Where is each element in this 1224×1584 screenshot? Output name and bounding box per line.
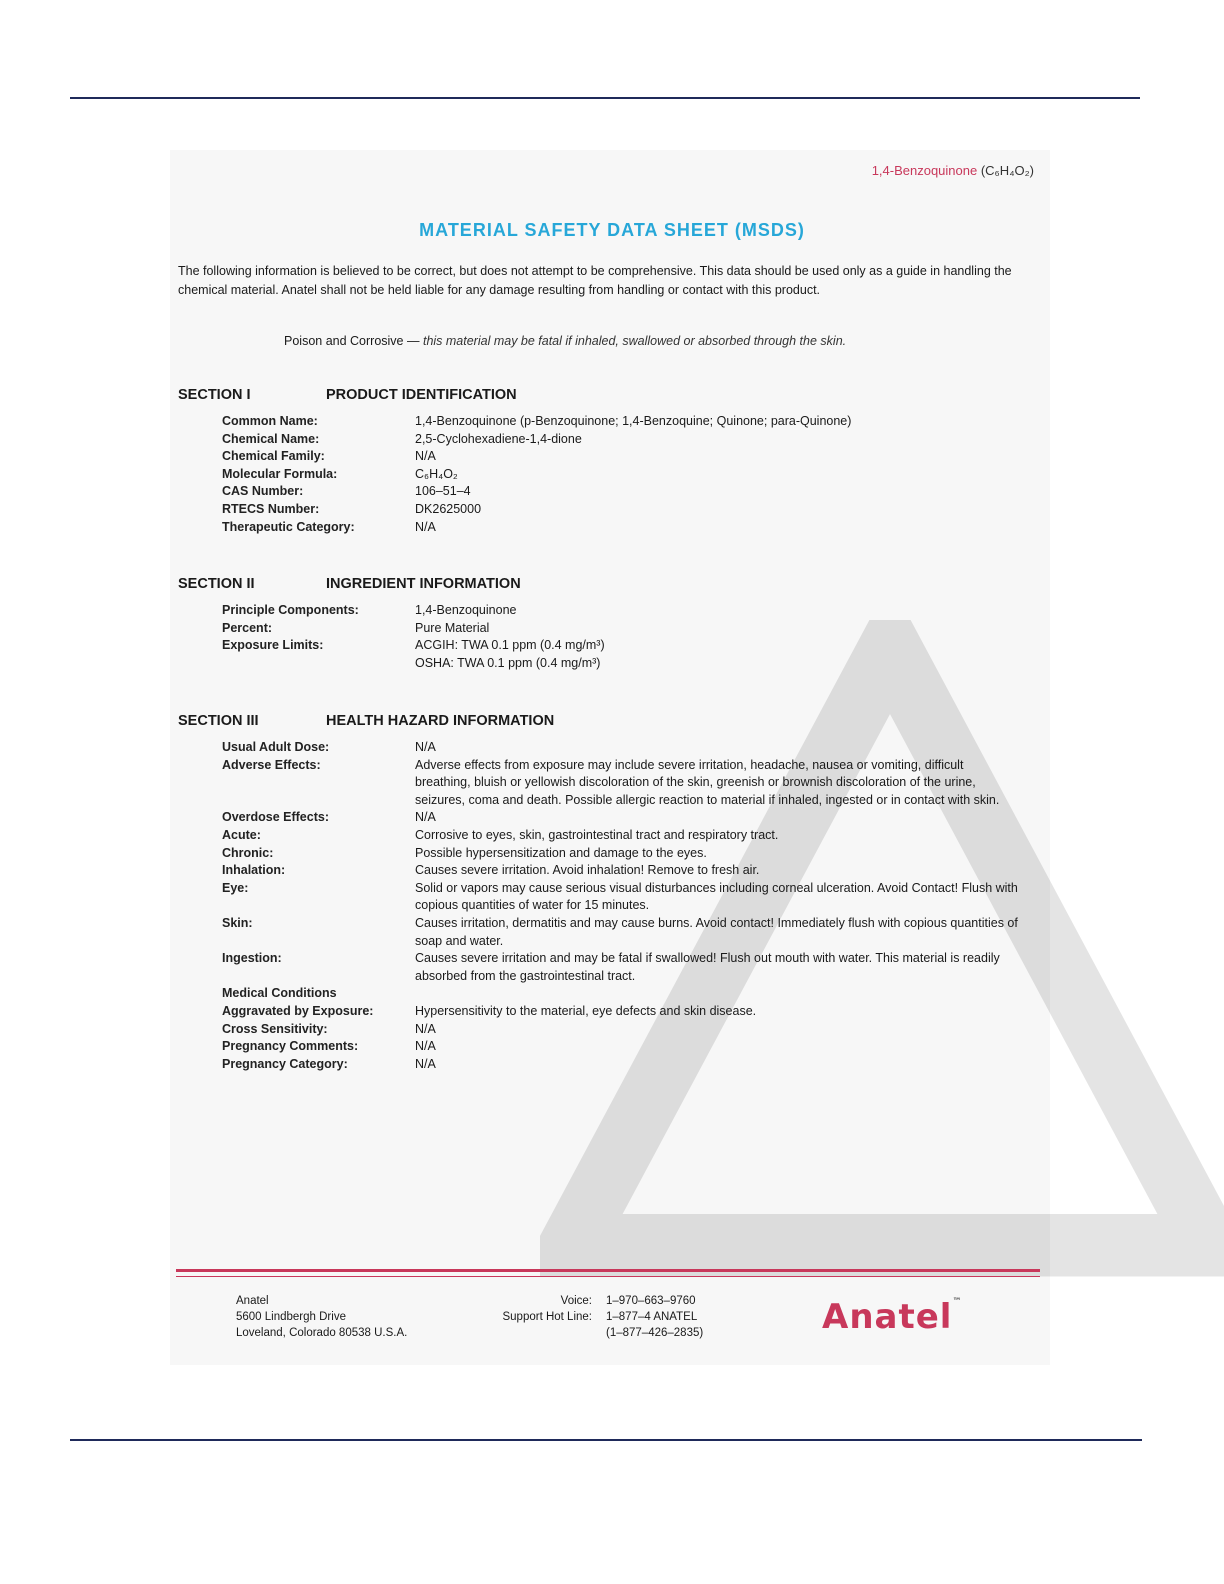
field-value: N/A [415, 810, 436, 825]
field-label: Chemical Name: [222, 431, 320, 446]
field-label: Adverse Effects: [222, 757, 321, 772]
field-row [222, 862, 1020, 880]
bottom-rule [70, 1439, 1142, 1441]
field-label: Overdose Effects: [222, 810, 329, 825]
field-row [222, 620, 1020, 638]
logo-text: Anatel [822, 1297, 953, 1337]
hotline-alt-row [460, 1325, 703, 1341]
warning-text: this material may be fatal if inhaled, swallowed or absorbed through the skin. [422, 334, 847, 348]
field-row [222, 1003, 1020, 1021]
field-row [222, 501, 1020, 519]
section-title: INGREDIENT INFORMATION [326, 576, 521, 592]
company-address [236, 1293, 407, 1341]
section-number: SECTION III [178, 713, 259, 729]
field-label: Medical Conditions [222, 986, 337, 1001]
field-row [222, 1021, 1020, 1039]
contact-info [460, 1293, 703, 1341]
field-label: Aggravated by Exposure: [222, 1003, 374, 1018]
field-value: Causes severe irritation and may be fatal if swallowed! Flush out mouth with water. This material is readily absorbed from the gastrointestinal tract. [415, 951, 1000, 983]
section-title: HEALTH HAZARD INFORMATION [326, 713, 555, 729]
field-value: N/A [415, 1056, 436, 1071]
field-value: Causes severe irritation. Avoid inhalation! Remove to fresh air. [415, 863, 760, 878]
field-row [222, 602, 1020, 620]
company-name: Anatel [236, 1295, 269, 1307]
field-label: Therapeutic Category: [222, 519, 355, 534]
section-1-heading [178, 387, 517, 403]
field-label: Chronic: [222, 845, 274, 860]
field-value: 1,4-Benzoquinone (p-Benzoquinone; 1,4-Benzoquine; Quinone; para-Quinone) [415, 414, 852, 428]
section-2-heading [178, 576, 521, 592]
field-label [222, 655, 415, 673]
field-value: ACGIH: TWA 0.1 ppm (0.4 mg/m³) [415, 638, 605, 653]
hazard-warning [284, 334, 846, 348]
field-value: Causes irritation, dermatitis and may cause burns. Avoid contact! Immediately flush with copious quantities of soap and water. [415, 915, 1018, 948]
field-row [222, 809, 1020, 827]
field-row [222, 655, 1020, 673]
field-value: DK2625000 [415, 501, 482, 516]
field-value: Adverse effects from exposure may include severe irritation, headache, nausea or vomiting, difficult breathing, bluish or yellowish discoloration of the skin, greenish or brownish discoloration of the urine, seizures, coma and death. Possible allergic reaction to material if inhaled, ingested or in contact with skin. [415, 757, 1000, 807]
field-label: Inhalation: [222, 863, 286, 878]
field-label: Principle Components: [222, 603, 359, 617]
field-row [222, 431, 1020, 449]
field-row [222, 845, 1020, 863]
field-value: N/A [415, 740, 436, 754]
field-row [222, 519, 1020, 537]
field-value: Solid or vapors may cause serious visual disturbances including corneal ulceration. Avoid Contact! Flush with copious quantities of water for 15 minutes. [415, 880, 1018, 913]
field-label: Pregnancy Category: [222, 1056, 348, 1071]
footer-rule-thin [176, 1276, 1040, 1277]
field-row [222, 637, 1020, 655]
field-row [222, 413, 1020, 431]
section-title: PRODUCT IDENTIFICATION [326, 387, 517, 403]
field-label: Pregnancy Comments: [222, 1039, 359, 1054]
document-title: MATERIAL SAFETY DATA SHEET (MSDS) [419, 220, 805, 240]
field-row [222, 739, 1020, 757]
field-row [222, 483, 1020, 501]
field-row [222, 880, 1020, 915]
field-label: CAS Number: [222, 484, 304, 499]
field-value: OSHA: TWA 0.1 ppm (0.4 mg/m³) [415, 655, 601, 670]
field-value: Pure Material [415, 620, 490, 635]
field-value: 106–51–4 [415, 484, 471, 499]
field-value: N/A [415, 519, 436, 534]
field-value: Corrosive to eyes, skin, gastrointestinal tract and respiratory tract. [415, 827, 779, 842]
field-label: Usual Adult Dose: [222, 740, 330, 754]
warning-label: Poison and Corrosive — [284, 334, 420, 348]
field-row [222, 757, 1020, 810]
field-value: 2,5-Cyclohexadiene-1,4-dione [415, 431, 582, 446]
section-1-rows [222, 413, 1020, 536]
field-value [415, 985, 1020, 1003]
voice-label: Voice: [560, 1295, 592, 1307]
hotline-alt-number: (1–877–426–2835) [606, 1327, 704, 1339]
header-product [872, 163, 1034, 178]
voice-row [460, 1293, 703, 1309]
address-line-1: 5600 Lindbergh Drive [236, 1311, 346, 1323]
header-product-name: 1,4-Benzoquinone [871, 163, 978, 178]
field-value: Hypersensitivity to the material, eye defects and skin disease. [415, 1003, 757, 1018]
field-value: N/A [415, 1021, 436, 1036]
field-row [222, 985, 1020, 1003]
section-3-heading [178, 713, 554, 729]
field-value: Possible hypersensitization and damage to the eyes. [415, 845, 707, 860]
field-label: RTECS Number: [222, 501, 320, 516]
field-value: C₆H₄O₂ [415, 466, 458, 481]
field-label: Ingestion: [222, 951, 282, 966]
field-label: Cross Sensitivity: [222, 1021, 328, 1036]
header-product-formula: (C₆H₄O₂) [980, 163, 1034, 178]
field-label: Skin: [222, 915, 253, 930]
field-label: Common Name: [222, 414, 318, 428]
section-number: SECTION I [178, 387, 251, 403]
field-label: Eye: [222, 880, 249, 895]
voice-number: 1–970–663–9760 [606, 1295, 696, 1307]
field-row [222, 466, 1020, 484]
field-row [222, 1038, 1020, 1056]
field-value: N/A [415, 1039, 436, 1054]
field-row [222, 827, 1020, 845]
field-row [222, 448, 1020, 466]
field-row [222, 915, 1020, 950]
field-label: Molecular Formula: [222, 466, 338, 481]
top-rule [70, 97, 1140, 99]
field-label: Percent: [222, 620, 273, 635]
footer-rule [176, 1269, 1040, 1272]
field-value: N/A [415, 449, 436, 464]
hotline-number: 1–877–4 ANATEL [606, 1311, 698, 1323]
section-3-rows [222, 739, 1020, 1073]
intro-paragraph: The following information is believed to be correct, but does not attempt to be comprehensive. This data should be used only as a guide in handling the chemical material. Anatel shall not be held liable for any damage resulting from handling or contact with this product. [178, 264, 1012, 297]
field-row [222, 1056, 1020, 1074]
anatel-logo [822, 1297, 962, 1337]
address-line-2: Loveland, Colorado 80538 U.S.A. [236, 1327, 408, 1339]
field-row [222, 950, 1020, 985]
field-label: Exposure Limits: [222, 638, 324, 653]
field-value: 1,4-Benzoquinone [415, 603, 517, 617]
section-number: SECTION II [178, 576, 255, 592]
section-2-rows [222, 602, 1020, 672]
hotline-row [460, 1309, 703, 1325]
trademark-mark: ™ [952, 1297, 963, 1307]
field-label: Acute: [222, 827, 261, 842]
field-label: Chemical Family: [222, 449, 325, 464]
hotline-label: Support Hot Line: [502, 1311, 592, 1323]
